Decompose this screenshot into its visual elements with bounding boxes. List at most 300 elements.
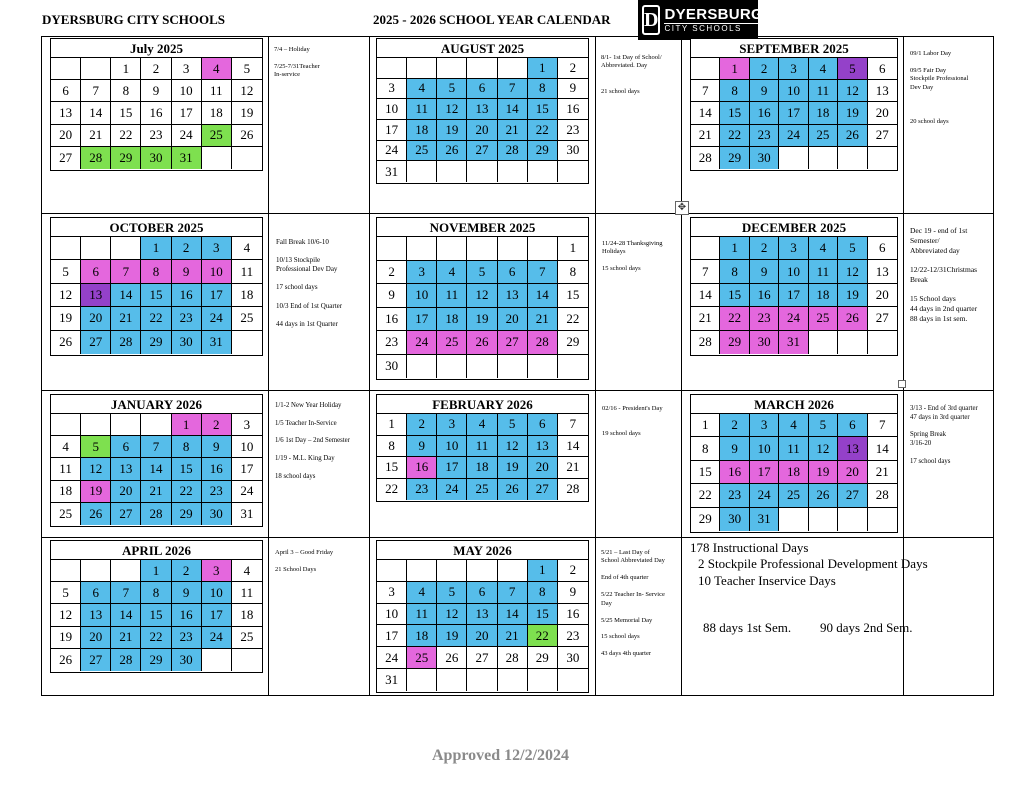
day-cell: 2 (558, 58, 588, 79)
day-cell: 23 (407, 479, 437, 501)
day-cell: 6 (868, 58, 897, 80)
grid-line-horizontal (41, 390, 994, 391)
day-cell: 1 (720, 237, 749, 260)
day-cell: 1 (172, 414, 202, 436)
day-cell: 3 (407, 261, 437, 285)
day-cell: 6 (111, 436, 141, 458)
grid-line-vertical (903, 36, 904, 696)
empty-cell (437, 161, 467, 182)
note-line: 5/22 Teacher In- Service (601, 591, 665, 599)
day-cell: 14 (498, 99, 528, 120)
day-cell: 3 (202, 237, 232, 260)
day-cell: 9 (141, 80, 171, 102)
day-cell: 5 (809, 414, 838, 437)
day-grid (691, 414, 897, 531)
note-spacer (601, 79, 662, 87)
notes-october (276, 238, 342, 329)
day-cell: 18 (51, 481, 81, 503)
day-cell: 3 (750, 414, 779, 437)
note-line: 43 days 4th quarter (601, 650, 652, 658)
day-cell: 14 (498, 604, 528, 626)
notes-august (601, 54, 662, 96)
day-cell: 20 (51, 125, 81, 147)
day-cell: 22 (141, 307, 171, 330)
grid-line-horizontal (41, 695, 994, 696)
day-cell: 9 (558, 582, 588, 604)
note-line: School Abbreviated Day (601, 557, 665, 565)
day-cell: 5 (838, 58, 867, 80)
day-cell: 22 (528, 120, 558, 141)
empty-cell (467, 237, 497, 261)
day-cell: 1 (528, 560, 558, 582)
day-cell: 24 (202, 627, 232, 649)
day-cell: 29 (141, 649, 171, 671)
day-cell: 13 (528, 436, 558, 458)
empty-cell (498, 669, 528, 691)
empty-cell (838, 508, 867, 531)
resize-handle[interactable] (898, 380, 906, 388)
day-cell: 24 (172, 125, 202, 147)
day-cell: 3 (172, 58, 202, 80)
day-cell: 14 (81, 102, 111, 124)
day-cell: 22 (691, 484, 720, 507)
empty-cell (51, 237, 81, 260)
month-title: MARCH 2026 (691, 395, 897, 414)
day-cell: 27 (51, 147, 81, 169)
calendar-april (50, 540, 263, 673)
note-line: 19 school days (602, 430, 641, 438)
day-cell: 12 (437, 99, 467, 120)
day-cell: 27 (111, 503, 141, 525)
note-line: Dec 19 - end of 1st (910, 226, 968, 235)
day-cell: 16 (141, 102, 171, 124)
day-cell: 11 (809, 260, 838, 283)
empty-cell (81, 237, 111, 260)
note-line: Stockpile Professional (910, 75, 969, 83)
note-line: Break (910, 274, 928, 284)
day-cell: 15 (528, 604, 558, 626)
day-cell: 29 (141, 331, 171, 354)
empty-cell (377, 560, 407, 582)
day-cell: 22 (558, 308, 588, 332)
day-cell: 6 (528, 414, 558, 436)
note-line: 10/3 End of 1st Quarter (276, 301, 343, 310)
day-cell: 6 (51, 80, 81, 102)
calendar-january (50, 394, 263, 527)
day-cell: 28 (111, 331, 141, 354)
day-cell: 17 (202, 284, 232, 307)
empty-cell (407, 161, 437, 182)
month-title: OCTOBER 2025 (51, 218, 262, 237)
day-cell: 15 (111, 102, 141, 124)
empty-cell (437, 237, 467, 261)
day-cell: 16 (558, 99, 588, 120)
empty-cell (232, 649, 262, 671)
day-cell: 24 (779, 125, 808, 147)
day-cell: 9 (377, 284, 407, 308)
month-title: DECEMBER 2025 (691, 218, 897, 237)
day-cell: 9 (720, 437, 749, 460)
day-cell: 4 (232, 237, 262, 260)
day-cell: 25 (467, 479, 497, 501)
day-cell: 12 (437, 604, 467, 626)
day-cell: 28 (566, 481, 580, 497)
day-cell: 2 (720, 414, 749, 437)
day-cell: 4 (407, 79, 437, 100)
note-line: 18 school days (275, 472, 316, 480)
logo-text: DYERSBURG (664, 5, 763, 23)
day-cell: 29 (691, 508, 720, 531)
district-logo (638, 0, 763, 40)
grid-line-horizontal (41, 537, 994, 538)
note-line: 5/25 Memorial Day (601, 616, 653, 624)
day-cell: 27 (498, 331, 528, 355)
day-cell: 18 (202, 102, 232, 124)
move-handle-icon[interactable]: ✥ (675, 201, 689, 215)
day-cell: 6 (498, 261, 528, 285)
empty-cell (868, 508, 897, 531)
day-cell: 7 (558, 414, 588, 436)
note-spacer (275, 428, 350, 437)
grid-line-horizontal (41, 213, 994, 214)
day-cell: 17 (377, 625, 407, 647)
day-cell: 1 (141, 560, 171, 582)
note-spacer (601, 642, 665, 650)
day-cell: 15 (691, 461, 720, 484)
day-cell: 22 (141, 627, 171, 649)
day-cell: 30 (202, 503, 232, 525)
day-cell: 24 (202, 307, 232, 330)
day-cell: 12 (51, 284, 81, 307)
empty-cell (467, 669, 497, 691)
note-line: 7/4 – Holiday (274, 46, 310, 53)
day-cell: 14 (868, 437, 897, 460)
semester-2-days: 90 days 2nd Sem. (820, 620, 913, 635)
empty-cell (111, 414, 141, 436)
month-title: APRIL 2026 (51, 541, 262, 560)
day-cell: 21 (558, 457, 588, 479)
day-cell: 26 (437, 647, 467, 669)
day-cell: 27 (868, 125, 897, 147)
day-cell: 26 (838, 125, 867, 147)
day-cell: 19 (437, 120, 467, 141)
note-line: Dev Day (910, 83, 934, 91)
day-cell: 5 (437, 79, 467, 100)
day-cell: 7 (691, 260, 720, 283)
day-grid (51, 414, 262, 525)
empty-cell (377, 58, 407, 79)
notes-december (910, 226, 977, 324)
note-spacer (910, 423, 978, 432)
day-cell: 23 (377, 331, 407, 355)
day-cell: 10 (407, 284, 437, 308)
day-cell: 8 (720, 80, 749, 102)
day-cell: 23 (558, 625, 588, 647)
day-cell: 5 (232, 58, 262, 80)
day-cell: 3 (377, 582, 407, 604)
day-cell: 19 (51, 627, 81, 649)
day-cell: 13 (498, 284, 528, 308)
note-line: 02/16 - President's Day (602, 405, 663, 412)
day-cell: 6 (81, 260, 111, 283)
day-cell: 28 (111, 649, 141, 671)
empty-cell (407, 355, 437, 379)
day-cell: 16 (750, 284, 779, 307)
district-title: DYERSBURG CITY SCHOOLS (42, 12, 226, 27)
day-cell: 26 (232, 125, 262, 147)
day-cell: 26 (809, 484, 838, 507)
day-cell: 19 (232, 102, 262, 124)
day-cell: 30 (172, 649, 202, 671)
empty-cell (202, 147, 232, 169)
day-cell: 8 (720, 260, 749, 283)
day-cell: 8 (141, 260, 171, 283)
day-cell: 14 (691, 102, 720, 124)
day-grid (51, 58, 262, 169)
day-cell: 29 (528, 141, 558, 162)
day-cell: 7 (141, 436, 171, 458)
day-cell: 13 (51, 102, 81, 124)
empty-cell (558, 669, 588, 691)
day-cell: 17 (750, 461, 779, 484)
day-cell: 18 (407, 625, 437, 647)
day-cell: 1 (691, 414, 720, 437)
day-cell: 12 (467, 284, 497, 308)
empty-cell (377, 237, 407, 261)
day-cell: 24 (407, 331, 437, 355)
day-cell: 24 (377, 141, 407, 162)
calendar-july (50, 38, 263, 171)
day-cell: 25 (809, 125, 838, 147)
day-cell: 11 (407, 604, 437, 626)
note-line: 7/25-7/31Teacher (274, 62, 320, 70)
empty-cell (81, 414, 111, 436)
notes-january (275, 402, 350, 481)
month-title: SEPTEMBER 2025 (691, 39, 897, 58)
day-cell: 27 (81, 649, 111, 671)
day-cell: 12 (838, 80, 867, 102)
day-cell: 1 (111, 58, 141, 80)
day-grid (51, 560, 262, 671)
day-cell: 30 (558, 141, 588, 162)
day-cell: 29 (528, 647, 558, 669)
day-cell: 31 (750, 508, 779, 531)
day-cell: 21 (691, 125, 720, 147)
month-title: FEBRUARY 2026 (377, 395, 588, 414)
summary-inservice-days: 10 Teacher Inservice Days (698, 572, 836, 588)
empty-cell (437, 669, 467, 691)
day-cell: 5 (437, 582, 467, 604)
day-cell: 6 (467, 79, 497, 100)
day-cell: 7 (81, 80, 111, 102)
empty-cell (202, 649, 232, 671)
day-cell: 16 (750, 102, 779, 124)
day-cell: 13 (81, 604, 111, 626)
year-summary (690, 540, 928, 589)
day-cell: 4 (779, 414, 808, 437)
day-cell: 11 (437, 284, 467, 308)
day-cell: 18 (809, 102, 838, 124)
day-cell: 21 (868, 461, 897, 484)
day-cell: 20 (467, 120, 497, 141)
day-cell: 26 (51, 331, 81, 354)
day-cell: 26 (51, 649, 81, 671)
day-cell: 15 (141, 604, 171, 626)
day-cell: 13 (467, 99, 497, 120)
day-cell: 12 (81, 458, 111, 480)
note-line: 1/1-2 New Year Holiday (275, 402, 342, 409)
note-line: 09/5 Fair Day (910, 66, 947, 74)
logo-mark: D (642, 5, 660, 35)
day-cell: 21 (141, 481, 171, 503)
day-cell: 9 (558, 79, 588, 100)
day-cell: 21 (498, 120, 528, 141)
note-spacer (275, 446, 350, 455)
day-cell: 20 (528, 457, 558, 479)
day-cell: 19 (51, 307, 81, 330)
note-spacer (274, 54, 320, 62)
day-cell: 27 (868, 307, 897, 330)
day-cell: 10 (779, 260, 808, 283)
day-cell: 1 (377, 414, 407, 436)
note-line: 1/5 Teacher In-Service (275, 419, 337, 427)
empty-cell (809, 508, 838, 531)
day-cell: 11 (232, 260, 262, 283)
month-title: July 2025 (51, 39, 262, 58)
empty-cell (528, 237, 558, 261)
day-cell: 25 (202, 125, 232, 147)
day-cell: 30 (141, 147, 171, 169)
semester-1-days: 88 days 1st Sem. (703, 620, 792, 635)
day-cell: 30 (377, 355, 407, 379)
day-cell: 16 (172, 284, 202, 307)
note-line: 15 School days (910, 294, 956, 304)
day-cell: 3 (377, 79, 407, 100)
day-cell: 24 (377, 647, 407, 669)
day-cell: 12 (838, 260, 867, 283)
note-line: Abbreviated. Day (601, 62, 648, 70)
day-cell: 31 (240, 505, 254, 521)
empty-cell (81, 58, 111, 80)
day-cell: 16 (172, 604, 202, 626)
day-cell: 17 (407, 308, 437, 332)
day-cell: 17 (437, 457, 467, 479)
calendar-october (50, 217, 263, 356)
day-cell: 1 (528, 58, 558, 79)
day-cell: 18 (232, 604, 262, 626)
notes-november (602, 240, 662, 274)
day-cell: 23 (172, 627, 202, 649)
day-cell: 26 (467, 331, 497, 355)
note-line: 47 days in 3rd quarter (910, 413, 970, 421)
day-cell: 5 (467, 261, 497, 285)
day-cell: 21 (81, 125, 111, 147)
day-cell: 6 (467, 582, 497, 604)
day-cell: 23 (172, 307, 202, 330)
day-cell: 11 (467, 436, 497, 458)
day-cell: 20 (81, 307, 111, 330)
day-cell: 8 (377, 436, 407, 458)
note-line: 15 school days (601, 633, 640, 641)
note-line: 21 school days (601, 87, 640, 95)
empty-cell (498, 161, 528, 182)
day-cell: 18 (232, 284, 262, 307)
day-cell: 27 (467, 141, 497, 162)
day-cell: 10 (437, 436, 467, 458)
empty-cell (232, 147, 262, 169)
day-cell: 17 (779, 102, 808, 124)
day-grid (377, 58, 588, 182)
day-cell: 7 (111, 260, 141, 283)
day-cell: 16 (377, 308, 407, 332)
calendar-november (376, 217, 589, 380)
calendar-may (376, 540, 589, 693)
day-cell: 30 (750, 147, 779, 169)
empty-cell (558, 355, 588, 379)
grid-line-horizontal (41, 36, 994, 37)
month-title: JANUARY 2026 (51, 395, 262, 414)
note-line: 44 days in 2nd quarter (910, 304, 978, 313)
empty-cell (691, 237, 720, 260)
empty-cell (407, 560, 437, 582)
day-cell: 3 (779, 237, 808, 260)
day-cell: 7 (691, 80, 720, 102)
day-cell: 4 (51, 436, 81, 458)
empty-cell (437, 355, 467, 379)
empty-cell (407, 669, 437, 691)
day-cell: 11 (202, 80, 232, 102)
note-line: 09/1 Labor Day (910, 50, 952, 57)
month-title: NOVEMBER 2025 (377, 218, 588, 237)
day-cell: 11 (51, 458, 81, 480)
day-cell: 4 (407, 582, 437, 604)
note-spacer (601, 566, 665, 574)
note-spacer (276, 293, 342, 302)
note-line: 17 school days (910, 457, 951, 465)
empty-cell (407, 237, 437, 261)
day-cell: 24 (779, 307, 808, 330)
day-grid (51, 237, 262, 354)
note-spacer (275, 411, 350, 420)
day-cell: 23 (558, 120, 588, 141)
notes-february (602, 405, 663, 439)
day-cell: 14 (528, 284, 558, 308)
day-cell: 8 (528, 582, 558, 604)
day-cell: 22 (172, 481, 202, 503)
day-cell: 18 (437, 308, 467, 332)
day-cell: 25 (779, 484, 808, 507)
day-cell: 9 (750, 80, 779, 102)
note-line: 17 school days (276, 283, 318, 292)
logo-subtext: CITY SCHOOLS (664, 23, 763, 33)
day-cell: 19 (809, 461, 838, 484)
day-cell: 2 (141, 58, 171, 80)
day-cell: 10 (377, 99, 407, 120)
day-cell: 26 (498, 479, 528, 501)
empty-cell (528, 669, 558, 691)
calendar-february (376, 394, 589, 502)
day-cell: 23 (750, 125, 779, 147)
day-cell: 31 (377, 161, 407, 182)
day-cell: 18 (779, 461, 808, 484)
empty-cell (467, 355, 497, 379)
day-grid (377, 560, 588, 691)
day-cell: 8 (172, 436, 202, 458)
note-line: 3/13 - End of 3rd quarter (910, 405, 978, 412)
note-line: End of 4th quarter (601, 574, 649, 582)
day-grid (377, 237, 588, 378)
day-cell: 22 (528, 625, 558, 647)
